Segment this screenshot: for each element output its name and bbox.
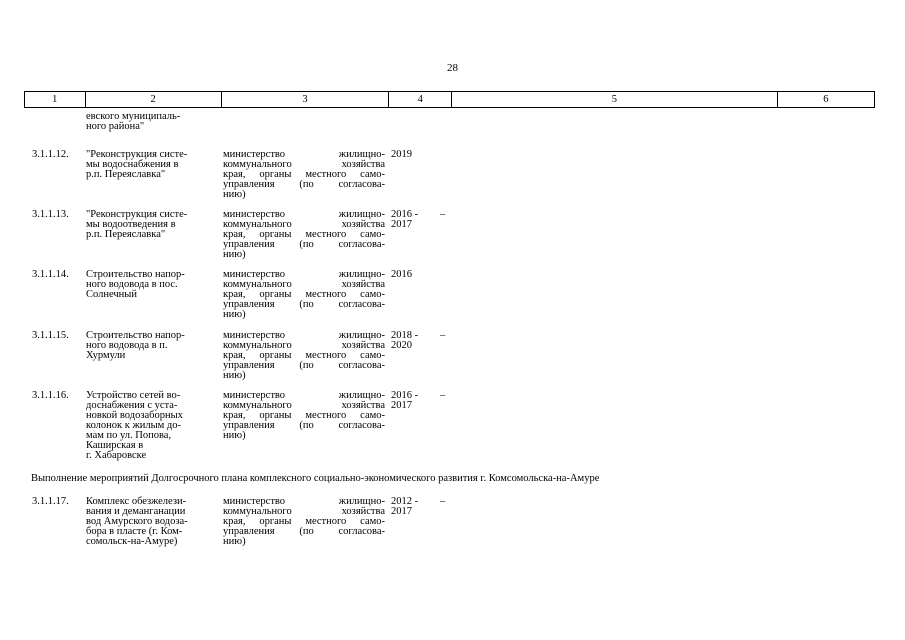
exec-line: нию) (223, 370, 246, 381)
column-header-2: 2 (86, 92, 222, 107)
measure-name (86, 150, 214, 180)
executor (223, 210, 385, 260)
measure-name (86, 210, 214, 240)
year-line: 2017 (391, 506, 412, 517)
page-number: 28 (447, 62, 458, 74)
name-line: "Реконструкция систе- (86, 209, 188, 220)
year-line: 2016 (391, 269, 412, 280)
column-header-5: 5 (452, 92, 778, 107)
column-number-header (24, 91, 875, 108)
name-line: Строительство напор- (86, 269, 185, 280)
exec-line: коммунального хозяйства (223, 159, 385, 170)
row-number: 3.1.1.17. (32, 496, 69, 507)
years (391, 497, 418, 517)
name-line: Солнечный (86, 289, 137, 300)
year-line: 2020 (391, 340, 412, 351)
executor (223, 331, 385, 381)
row-number: 3.1.1.14. (32, 269, 69, 280)
name-line: мы водоотведения в (86, 219, 176, 230)
exec-line: края, органы местного само- (223, 410, 385, 421)
year-line: 2018 - (391, 330, 419, 341)
exec-line: края, органы местного само- (223, 229, 385, 240)
years (391, 210, 418, 230)
row-number: 3.1.1.13. (32, 209, 69, 220)
name-line: доснабжения с уста- (86, 400, 178, 411)
exec-line: коммунального хозяйства (223, 219, 385, 230)
year-line: 2012 - (391, 496, 419, 507)
name-line: Комплекс обезжелези- (86, 496, 187, 507)
exec-line: коммунального хозяйства (223, 279, 385, 290)
name-line: ного водовода в пос. (86, 279, 178, 290)
exec-line: министерство жилищно- (223, 330, 385, 341)
continuation-line: евского муниципаль- (86, 111, 181, 122)
year-line: 2017 (391, 400, 412, 411)
years (391, 150, 412, 160)
name-line: Строительство напор- (86, 330, 185, 341)
executor (223, 270, 385, 320)
name-line: р.п. Переяславка" (86, 229, 166, 240)
exec-line: управления (по согласова- (223, 360, 385, 371)
column-header-6: 6 (778, 92, 875, 107)
exec-line: коммунального хозяйства (223, 400, 385, 411)
years (391, 391, 418, 411)
exec-line: управления (по согласова- (223, 239, 385, 250)
exec-line: коммунального хозяйства (223, 340, 385, 351)
name-line: колонок к жилым до- (86, 420, 182, 431)
executor (223, 497, 385, 547)
name-line: "Реконструкция систе- (86, 149, 188, 160)
year-line: 2016 - (391, 209, 419, 220)
exec-line: края, органы местного само- (223, 350, 385, 361)
row-number: 3.1.1.16. (32, 390, 69, 401)
name-line: сомольск-на-Амуре) (86, 536, 178, 547)
exec-line: нию) (223, 430, 246, 441)
measure-name (86, 497, 214, 547)
year-line: 2016 - (391, 390, 419, 401)
exec-line: министерство жилищно- (223, 209, 385, 220)
exec-line: нию) (223, 249, 246, 260)
year-line: 2017 (391, 219, 412, 230)
column-header-3: 3 (222, 92, 390, 107)
name-line: вод Амурского водоза- (86, 516, 188, 527)
exec-line: нию) (223, 536, 246, 547)
name-line: вания и деманганации (86, 506, 186, 517)
exec-line: министерство жилищно- (223, 149, 385, 160)
exec-line: министерство жилищно- (223, 496, 385, 507)
exec-line: управления (по согласова- (223, 299, 385, 310)
name-line: ного водовода в п. (86, 340, 168, 351)
continuation-line: ного района" (86, 121, 145, 132)
continuation-text (86, 112, 180, 132)
executor (223, 391, 385, 441)
name-line: Хурмули (86, 350, 126, 361)
exec-line: края, органы местного само- (223, 169, 385, 180)
name-line: Каширская в (86, 440, 144, 451)
row-number: 3.1.1.12. (32, 149, 69, 160)
column-header-4: 4 (389, 92, 452, 107)
result-dash: – (440, 390, 446, 401)
exec-line: края, органы местного само- (223, 289, 385, 300)
measure-name (86, 270, 214, 300)
year-line: 2019 (391, 149, 412, 160)
exec-line: коммунального хозяйства (223, 506, 385, 517)
section-title: Выполнение мероприятий Долгосрочного плана комплексного социально-экономического развития г. Комсомольска-на-Амуре (31, 473, 600, 484)
name-line: бора в пласте (г. Ком- (86, 526, 183, 537)
years (391, 331, 418, 351)
result-dash: – (440, 330, 446, 341)
column-header-1: 1 (25, 92, 86, 107)
name-line: мы водоснабжения в (86, 159, 179, 170)
result-dash: – (440, 496, 446, 507)
exec-line: управления (по согласова- (223, 179, 385, 190)
exec-line: министерство жилищно- (223, 269, 385, 280)
name-line: новкой водозаборных (86, 410, 183, 421)
exec-line: министерство жилищно- (223, 390, 385, 401)
executor (223, 150, 385, 200)
measure-name (86, 391, 214, 461)
exec-line: управления (по согласова- (223, 526, 385, 537)
name-line: Устройство сетей во- (86, 390, 181, 401)
exec-line: края, органы местного само- (223, 516, 385, 527)
name-line: р.п. Переяславка" (86, 169, 166, 180)
years (391, 270, 412, 280)
row-number: 3.1.1.15. (32, 330, 69, 341)
name-line: г. Хабаровске (86, 450, 147, 461)
exec-line: нию) (223, 189, 246, 200)
exec-line: нию) (223, 309, 246, 320)
exec-line: управления (по согласова- (223, 420, 385, 431)
measure-name (86, 331, 214, 361)
name-line: мам по ул. Попова, (86, 430, 172, 441)
result-dash: – (440, 209, 446, 220)
